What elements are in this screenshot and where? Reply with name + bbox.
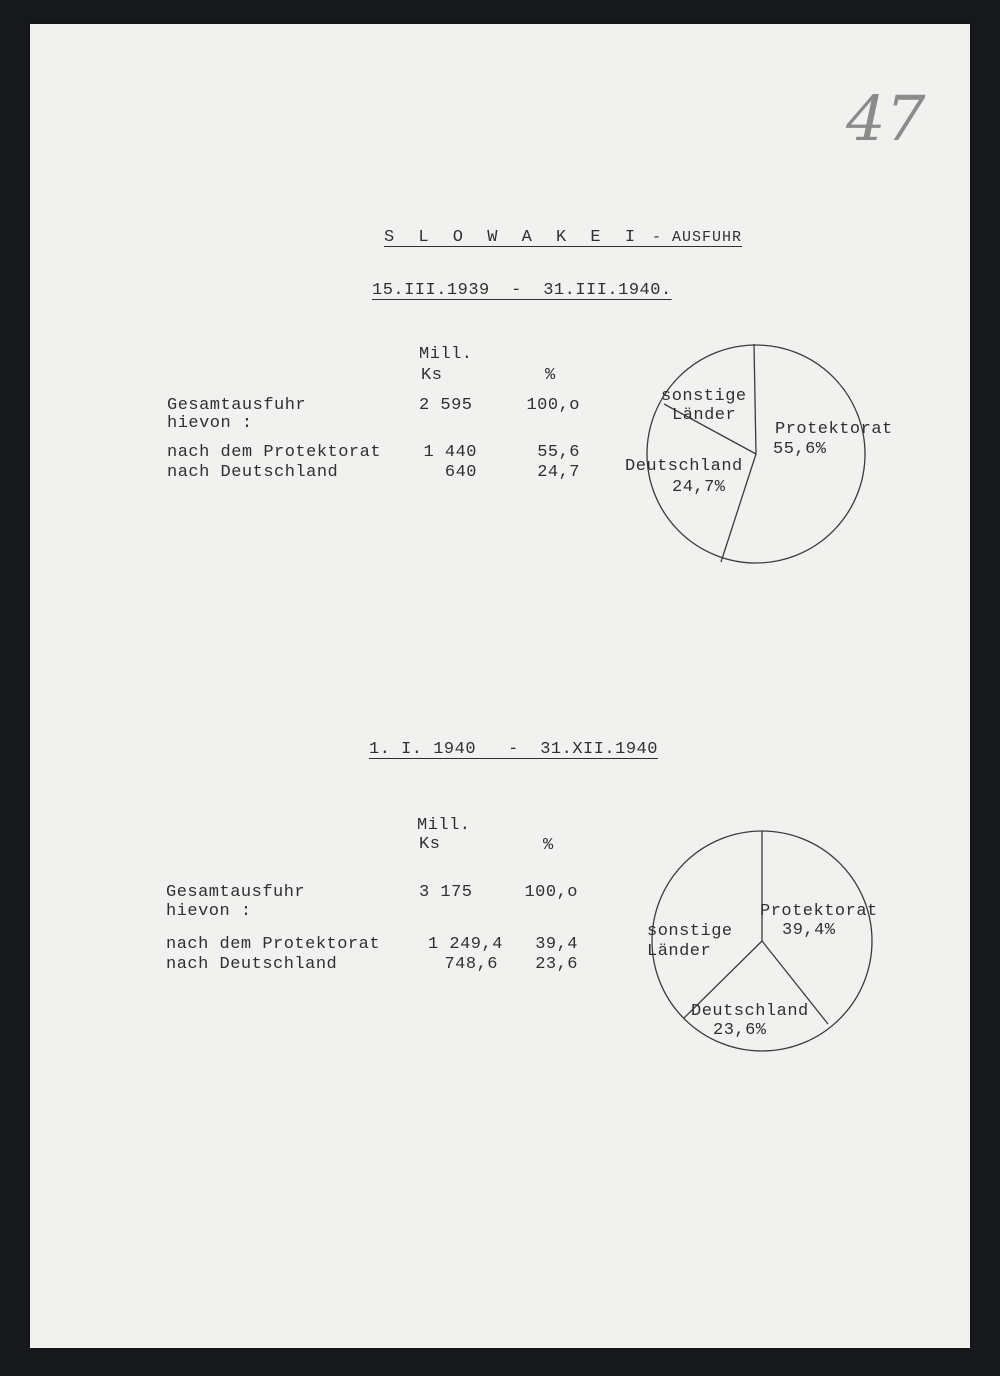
unit-mill-1: Mill. [419, 345, 473, 364]
pie-2-label-deutschland-pct: 23,6% [713, 1021, 767, 1040]
unit-ks-2: Ks [419, 835, 441, 854]
row-label: nach Deutschland [166, 955, 338, 974]
title-dash: - [642, 229, 673, 246]
row-value: 2 595 [419, 396, 473, 415]
pie-1-label-protektorat: Protektorat [775, 420, 893, 439]
pie-2-label-laender: Länder [647, 942, 712, 961]
row-label: hievon : [167, 414, 253, 433]
handwritten-page-number: 47 [838, 82, 933, 155]
row-label: Gesamtausfuhr [166, 883, 306, 902]
pie-1-label-sonstige: sonstige [661, 387, 747, 406]
pie-chart-1 [646, 342, 868, 566]
unit-mill-2: Mill. [417, 816, 471, 835]
row-pct: 100,o [526, 396, 580, 415]
pie-2-label-sonstige: sonstige [647, 922, 733, 941]
title-main: S L O W A K E I [384, 228, 643, 247]
pie-2-label-deutschland: Deutschland [691, 1002, 809, 1021]
pie-1-label-laender: Länder [672, 406, 737, 425]
pie-1-label-deutschland-pct: 24,7% [672, 478, 726, 497]
document-page [30, 24, 970, 1348]
row-label: nach Deutschland [167, 463, 339, 482]
document-title [384, 228, 742, 247]
title-sub: AUSFUHR [672, 229, 743, 246]
row-value: 640 [444, 463, 477, 482]
row-pct: 100,o [524, 883, 578, 902]
row-value: 1 249,4 [428, 935, 503, 954]
pct-header-1: % [545, 366, 556, 385]
row-pct: 39,4 [535, 935, 578, 954]
row-label: hievon : [166, 902, 252, 921]
row-pct: 55,6 [537, 443, 580, 462]
period-1-heading: 15.III.1939 - 31.III.1940. [372, 281, 672, 300]
row-value: 3 175 [419, 883, 473, 902]
pie-2-label-protektorat-pct: 39,4% [782, 921, 836, 940]
pct-header-2: % [543, 836, 554, 855]
row-value: 748,6 [444, 955, 498, 974]
period-2-heading: 1. I. 1940 - 31.XII.1940 [369, 740, 658, 759]
pie-1-label-protektorat-pct: 55,6% [773, 440, 827, 459]
row-pct: 23,6 [535, 955, 578, 974]
pie-2-label-protektorat: Protektorat [760, 902, 878, 921]
row-label: Gesamtausfuhr [167, 396, 307, 415]
pie-1-divider [754, 344, 756, 454]
row-label: nach dem Protektorat [167, 443, 382, 462]
pie-1-label-deutschland: Deutschland [625, 457, 743, 476]
row-label: nach dem Protektorat [166, 935, 381, 954]
unit-ks-1: Ks [421, 366, 443, 385]
row-pct: 24,7 [537, 463, 580, 482]
row-value: 1 440 [423, 443, 477, 462]
